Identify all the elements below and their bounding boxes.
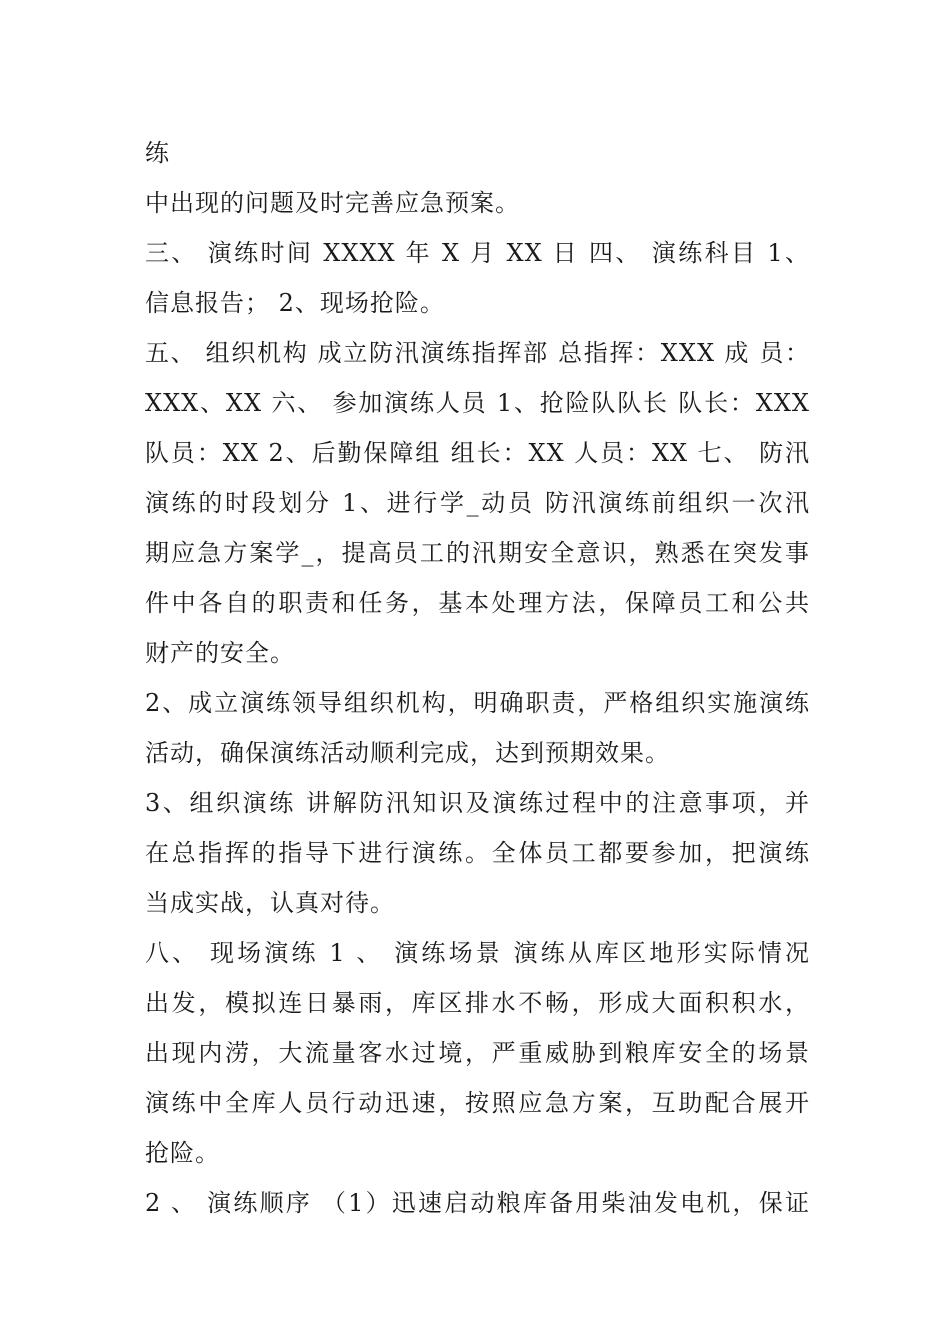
text-line: 中出现的问题及时完善应急预案。	[145, 189, 520, 217]
text-line: 队员：XX 2、后勤保障组 组长：XX 人员：XX 七、 防汛	[145, 439, 810, 467]
text-line: 2、成立演练领导组织机构，明确职责，严格组织实施演练	[145, 689, 810, 717]
text-line: 八、 现场演练 1 、 演练场景 演练从库区地形实际情况	[145, 939, 810, 967]
text-line: 抢险。	[145, 1139, 220, 1167]
text-line: 当成实战，认真对待。	[145, 889, 395, 917]
text-line: 在总指挥的指导下进行演练。全体员工都要参加，把演练	[145, 839, 810, 867]
text-line: 三、 演练时间 XXXX 年 X 月 XX 日 四、 演练科目 1、	[145, 239, 810, 267]
text-line: 五、 组织机构 成立防汛演练指挥部 总指挥：XXX 成 员：	[145, 339, 810, 367]
text-line: 2 、 演练顺序 （1）迅速启动粮库备用柴油发电机，保证	[145, 1189, 810, 1217]
text-line: 3、组织演练 讲解防汛知识及演练过程中的注意事项，并	[145, 789, 810, 817]
text-line: 练	[145, 139, 170, 167]
text-line: 演练中全库人员行动迅速，按照应急方案，互助配合展开	[145, 1089, 810, 1117]
text-line: 信息报告； 2、现场抢险。	[145, 289, 445, 317]
text-line: 财产的安全。	[145, 639, 295, 667]
text-line: XXX、XX 六、 参加演练人员 1、抢险队队长 队长：XXX	[145, 389, 810, 417]
text-line: 活动，确保演练活动顺利完成，达到预期效果。	[145, 739, 670, 767]
text-line: 期应急方案学_，提高员工的汛期安全意识，熟悉在突发事	[145, 539, 810, 567]
text-line: 件中各自的职责和任务，基本处理方法，保障员工和公共	[145, 589, 810, 617]
text-line: 演练的时段划分 1、进行学_动员 防汛演练前组织一次汛	[145, 489, 810, 517]
document-body	[145, 128, 810, 1228]
text-line: 出发，模拟连日暴雨，库区排水不畅，形成大面积积水，	[145, 989, 810, 1017]
text-line: 出现内涝，大流量客水过境，严重威胁到粮库安全的场景	[145, 1039, 810, 1067]
